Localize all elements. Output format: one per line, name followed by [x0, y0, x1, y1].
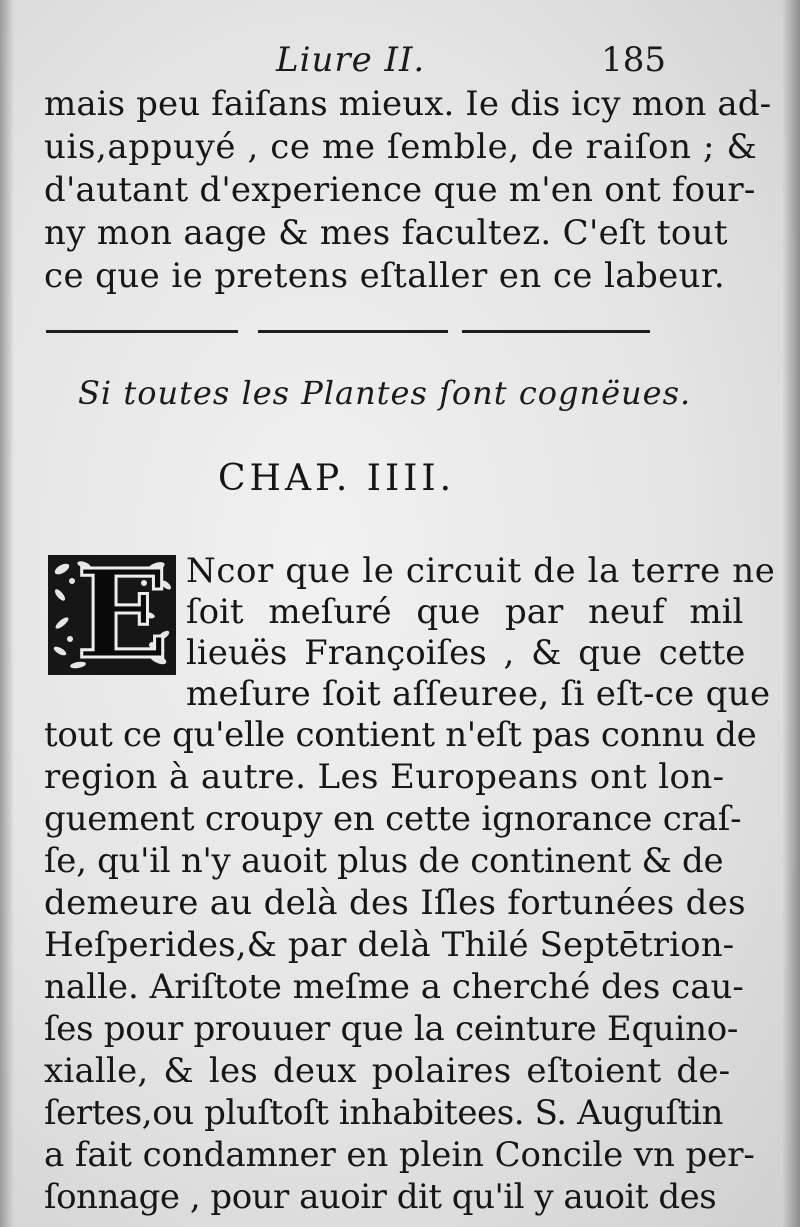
- text-line: a fait condamner en plein Concile vn per-: [44, 1135, 755, 1175]
- text-line: meſure ſoit aſſeuree, ſi eſt-ce que: [186, 674, 771, 714]
- text-line: uis,appuyé , ce me ſemble, de raiſon ; &: [44, 127, 758, 167]
- initial-letter: E: [76, 542, 169, 686]
- text-line: ſe, qu'il n'y auoit plus de continent & de: [44, 841, 724, 881]
- text-line: tout ce qu'elle contient n'eſt pas connu de: [44, 715, 757, 755]
- text-line: ſonnage , pour auoir dit qu'il y auoit des: [44, 1177, 717, 1217]
- text-line: ny mon aage & mes facultez. C'eſt tout: [44, 213, 728, 253]
- text-line: demeure au delà des Iſles fortunées des: [44, 883, 746, 923]
- section-rule: [46, 330, 238, 333]
- running-title: Liure II.: [276, 40, 426, 80]
- text-line: ſes pour prouuer que la ceinture Equino-: [44, 1009, 739, 1049]
- page-edge-shadow-left: [0, 0, 14, 1227]
- text-line: d'autant d'experience que m'en ont four-: [44, 170, 756, 210]
- text-line: nalle. Ariſtote meſme a cherché des cau-: [44, 967, 744, 1007]
- chapter-heading: CHAP. IIII.: [218, 458, 456, 499]
- section-title: Si toutes les Plantes ſont cognëues.: [78, 374, 692, 412]
- text-line: xialle, & les deux polaires eſtoient de-: [44, 1051, 731, 1091]
- text-line: ce que ie pretens eſtaller en ce labeur.: [44, 256, 726, 296]
- text-line: ſertes,ou pluſtoſt inhabitees. S. Auguſtin: [44, 1093, 724, 1133]
- text-line: Heſperides,& par delà Thilé Septētrion-: [44, 925, 735, 965]
- text-line: ſoit meſuré que par neuf mil: [186, 592, 744, 632]
- section-rule: [258, 330, 448, 333]
- text-line: Ncor que le circuit de la terre ne: [186, 551, 776, 591]
- page-number: 185: [601, 40, 666, 80]
- text-line: mais peu faiſans mieux. Ie dis icy mon ad-: [44, 84, 772, 124]
- page-edge-shadow-right: [782, 0, 800, 1227]
- text-line: region à autre. Les Europeans ont lon-: [44, 757, 725, 797]
- ornamental-initial: [48, 542, 176, 686]
- running-head: [46, 38, 666, 88]
- text-line: guement croupy en cette ignorance craſ-: [44, 799, 742, 839]
- text-line: lieuës Françoiſes , & que cette: [186, 633, 746, 673]
- section-rule: [462, 330, 650, 333]
